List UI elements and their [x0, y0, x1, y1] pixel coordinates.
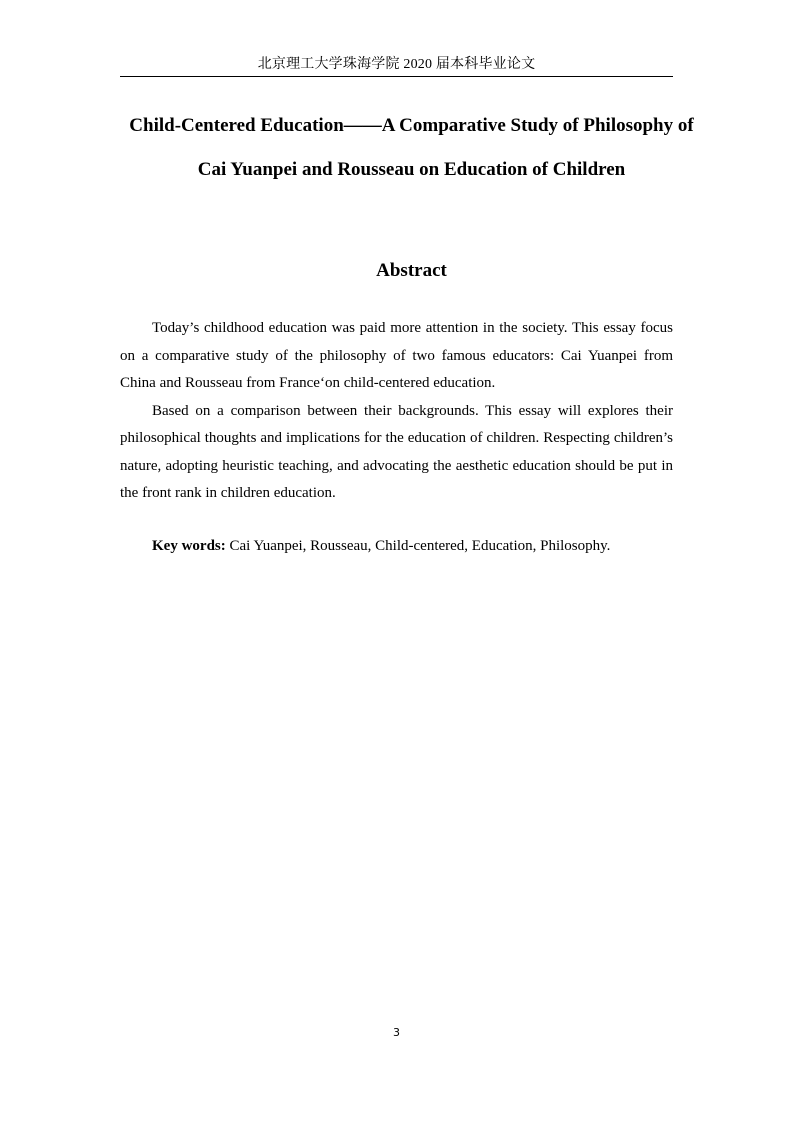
abstract-heading: Abstract — [376, 260, 447, 281]
page-number: 3 — [393, 1026, 400, 1039]
keywords-text: Cai Yuanpei, Rousseau, Child-centered, Education, Philosophy. — [225, 538, 611, 554]
abstract-paragraph-2: Based on a comparison between their backgrounds. This essay will explores their philosophical thoughts and implications for the education of children. Respecting children’s nature, adopting heuristic teaching, and advocating the aesthetic education should be put in the front rank in children education. — [120, 402, 673, 501]
keywords-label: Key words: — [152, 538, 226, 554]
keywords-line — [120, 533, 673, 560]
paper-title: Child-Centered Education——A Comparative Study of Philosophy of Cai Yuanpei and Rousseau on Education of Children — [129, 115, 694, 180]
header-rule — [120, 76, 673, 77]
abstract-body — [120, 315, 673, 508]
running-header: 北京理工大学珠海学院 2020 届本科毕业论文 — [257, 57, 536, 72]
abstract-paragraph-1: Today’s childhood education was paid more attention in the society. This essay focus on a comparative study of the philosophy of two famous educators: Cai Yuanpei from China and Rousseau from France‘on child-centered education. — [120, 320, 673, 391]
